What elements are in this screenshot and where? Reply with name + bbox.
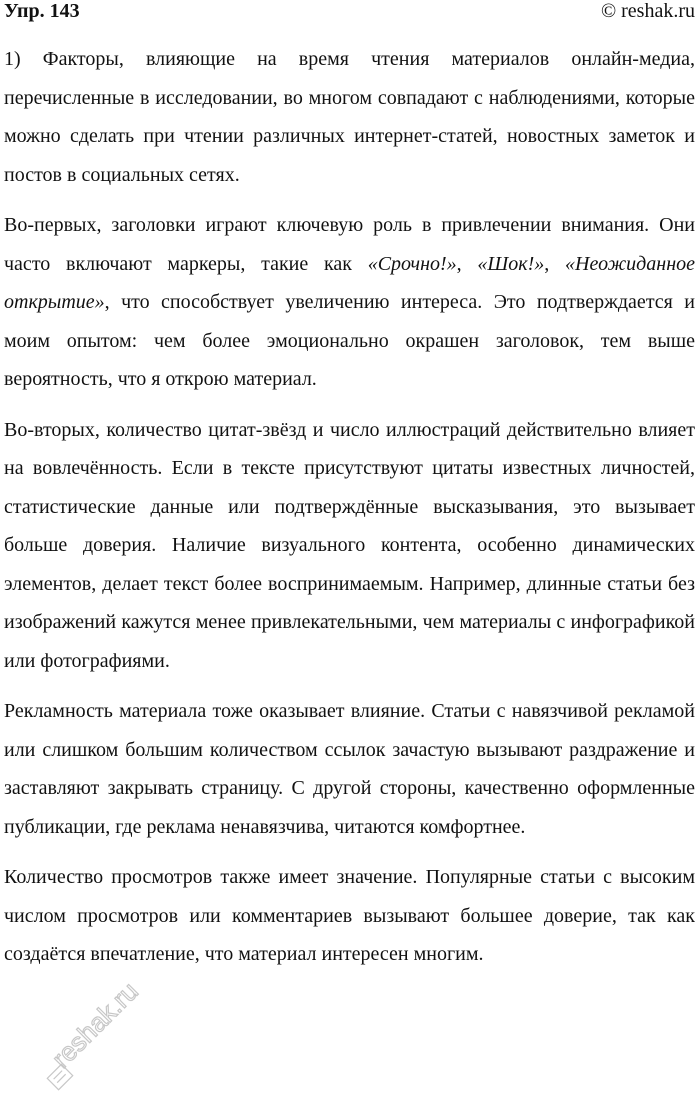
text-run: , [456,252,478,275]
paragraph-3 [4,411,695,681]
paragraph-1 [4,40,695,194]
quoted-marker: «Срочно!» [367,252,457,275]
watermark-text: reshak.ru [45,975,144,1074]
page-header [0,0,700,26]
text-run: Во-вторых, количество цитат-звёзд и число иллюстраций действительно влияет на вовлечённость. Если в тексте присутствуют цитаты известных личностей, статистические данные или подтверждённые высказывания, это вызывает больше доверия. Наличие визуального контента, особенно динамических элементов, делает текст более воспринимаемым. Например, длинные статьи без изображений кажутся менее привлекательными, чем материалы с инфографикой или фотографиями. [4,418,695,672]
text-run: Во-первых, заголовки играют ключевую роль в привлечении внимания. Они часто включают маркеры, такие как [4,214,695,275]
quoted-marker: «Неожиданное открытие» [4,252,696,313]
text-run: Количество просмотров также имеет значение. Популярные статьи с высоким числом просмотров или комментариев вызывают большее доверие, так как создаётся впечатление, что материал интересен многим. [4,866,695,965]
paragraph-4 [4,692,695,846]
text-run: , что способствует увеличению интереса. Это подтверждается и моим опытом: чем более эмоционально окрашен заголовок, тем выше вероятность, что я открою материал. [4,291,695,390]
quoted-marker: «Шок!» [477,252,545,275]
answer-text [4,40,695,986]
exercise-title: Упр. 143 [4,0,80,22]
paragraph-2 [4,206,695,399]
site-copyright: © reshak.ru [600,0,695,22]
text-run: Рекламность материала тоже оказывает влияние. Статьи с навязчивой рекламой или слишком большим количеством ссылок зачастую вызывают раздражение и заставляют закрывать страницу. С другой стороны, качественно оформленные публикации, где реклама ненавязчива, читаются комфортнее. [4,700,695,838]
text-run: 1) Факторы, влияющие на время чтения материалов онлайн-медиа, перечисленные в исследовании, во многом совпадают с наблюдениями, которые можно сделать при чтении различных интернет-статей, новостных заметок и постов в социальных сетях. [4,48,695,186]
paragraph-5 [4,858,695,974]
text-run: , [544,252,566,275]
